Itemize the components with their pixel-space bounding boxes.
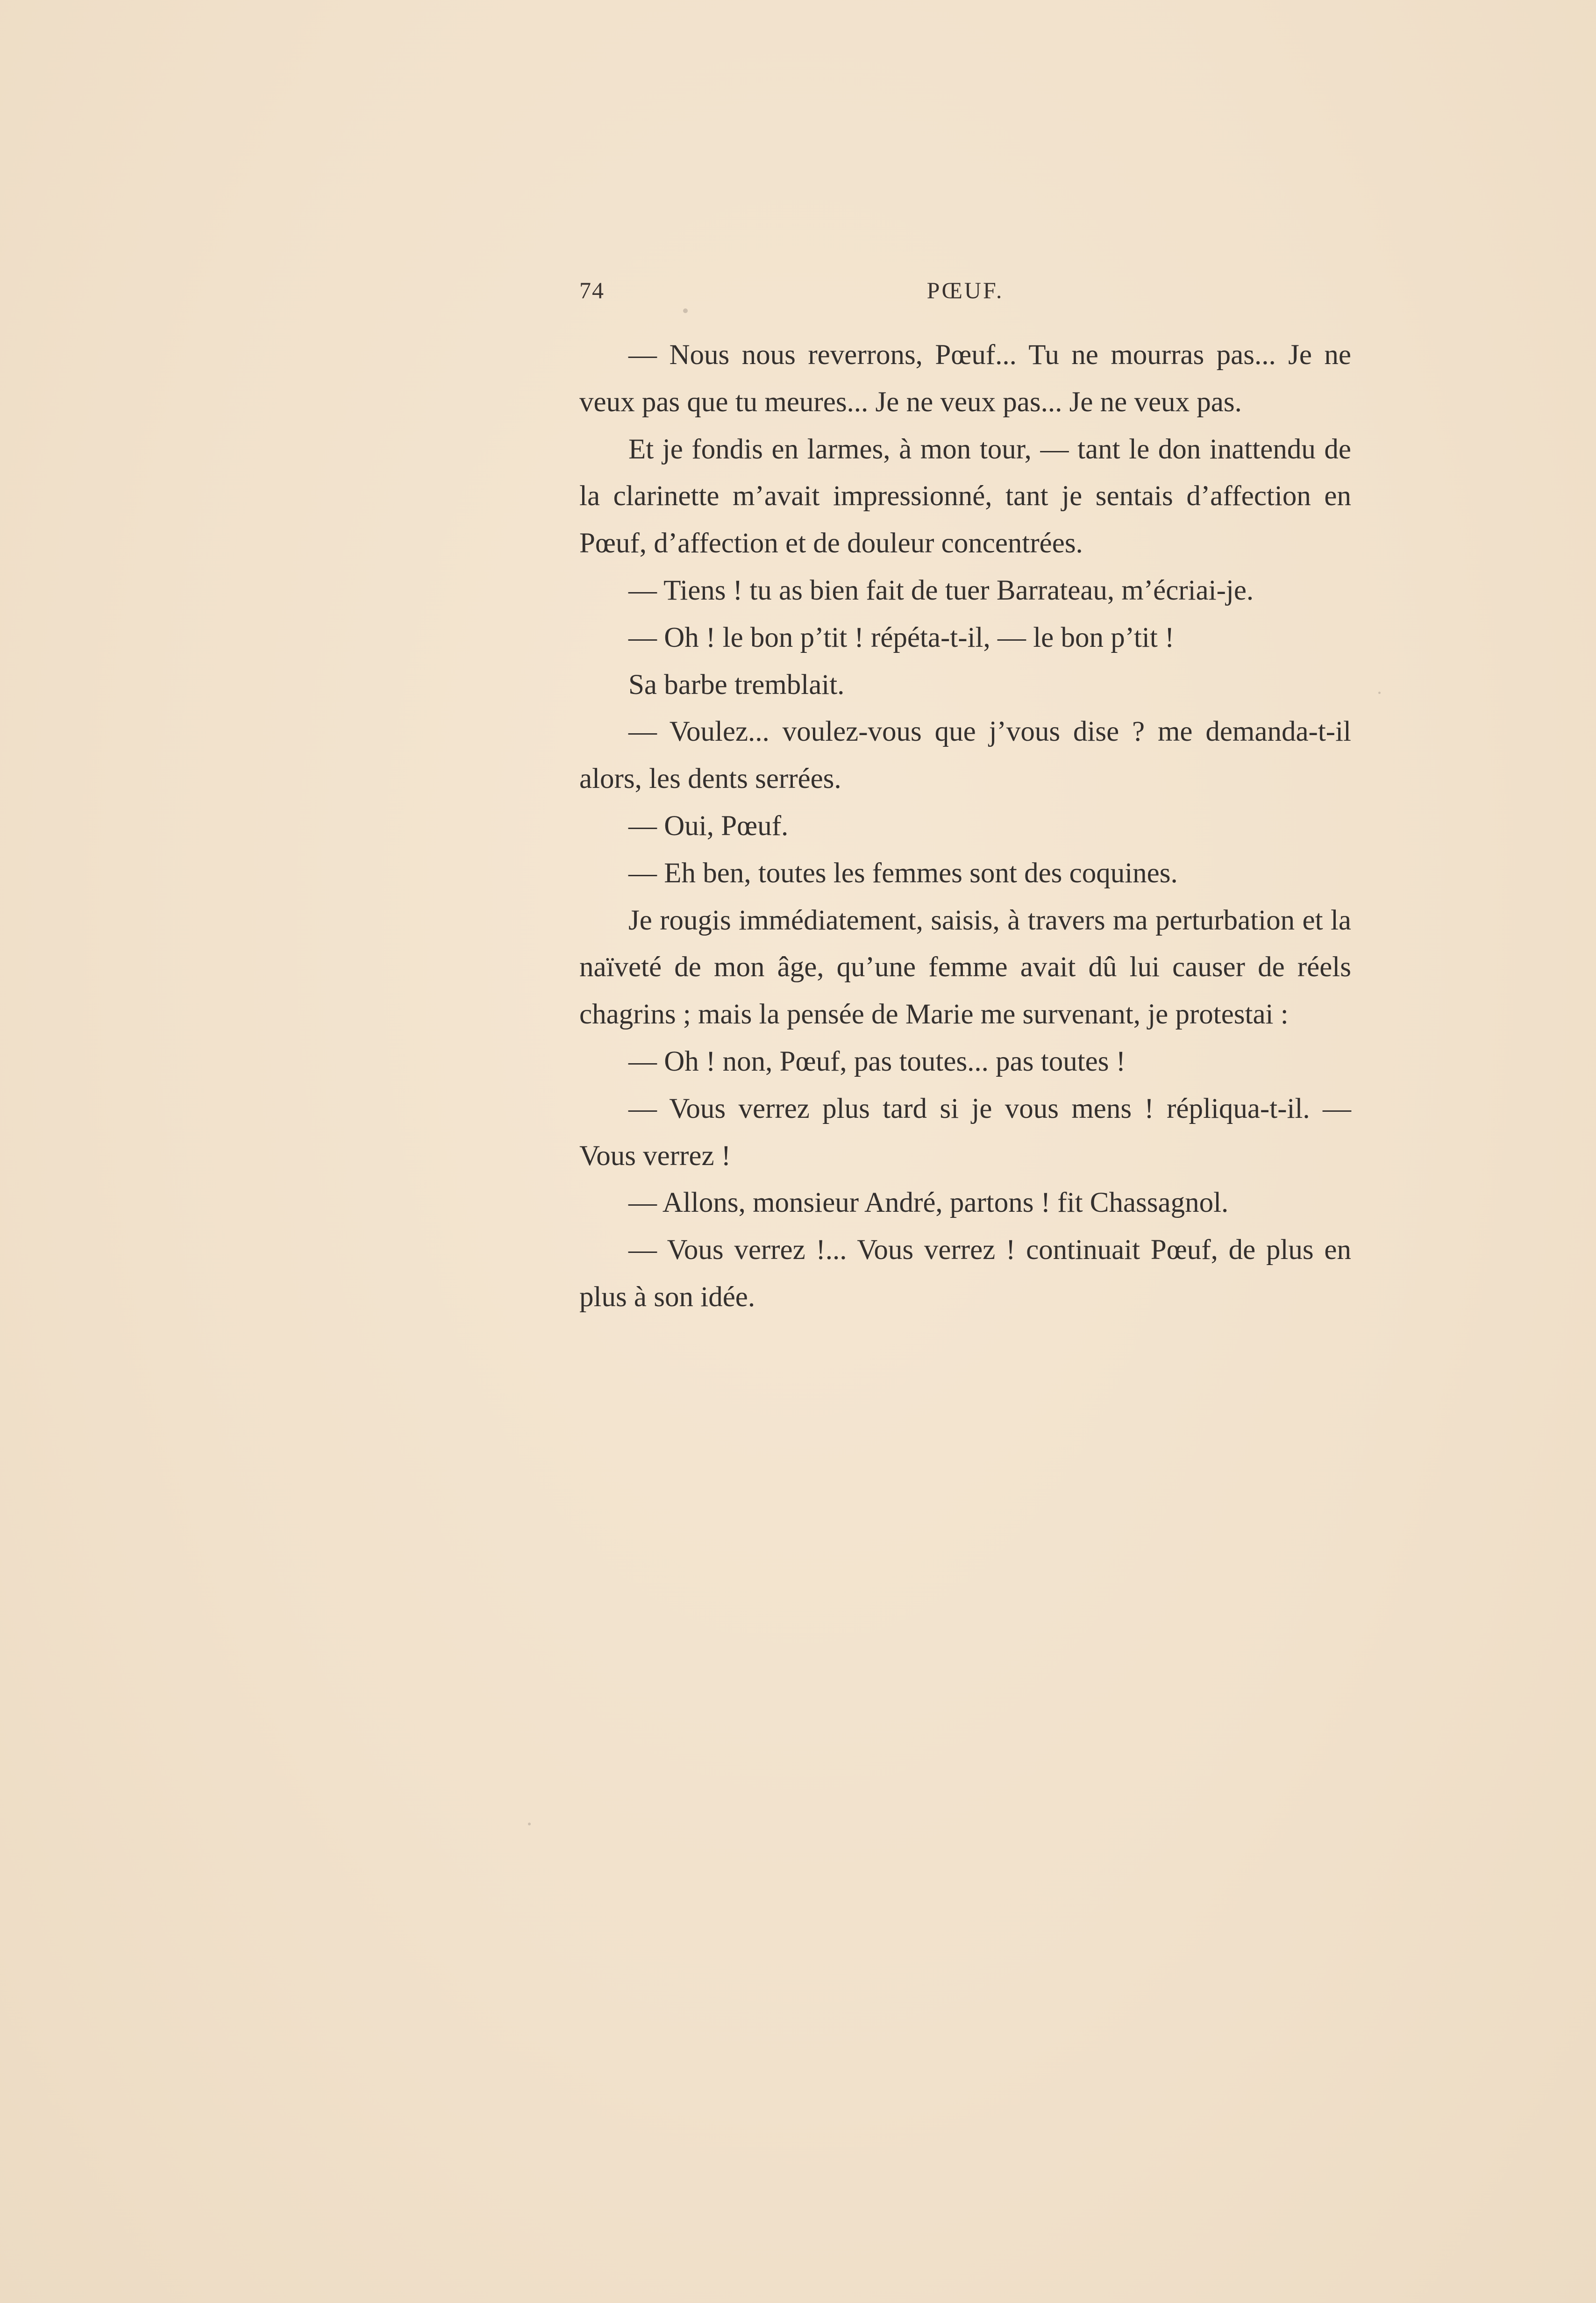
paragraph: — Oui, Pœuf. <box>628 810 789 842</box>
paper-speck <box>1378 692 1381 694</box>
paragraph: Sa barbe tremblait. <box>628 669 845 701</box>
paragraph: — Tiens ! tu as bien fait de tuer Barrateau, m’écriai-je. <box>628 574 1254 606</box>
paragraph: — Eh ben, toutes les femmes sont des coquines. <box>628 857 1178 889</box>
page-header <box>579 277 1351 309</box>
paragraph: — Voulez... voulez-vous que j’vous dise ? me demanda-t-il alors, les dents serrées. <box>579 716 1351 795</box>
paragraph: — Vous verrez !... Vous verrez ! continuait Pœuf, de plus en plus à son idée. <box>579 1234 1351 1313</box>
paragraph: — Allons, monsieur André, partons ! fit Chassagnol. <box>628 1187 1229 1219</box>
running-title: PŒUF. <box>926 277 1004 303</box>
paragraph: — Oh ! non, Pœuf, pas toutes... pas toutes ! <box>628 1045 1126 1077</box>
page-number: 74 <box>579 277 605 303</box>
paper-speck <box>528 1823 531 1825</box>
paragraph: Et je fondis en larmes, à mon tour, — tant le don inattendu de la clarinette m’avait impressionné, tant je sentais d’affection en Pœuf, d’affection et de douleur concentrées. <box>579 433 1351 559</box>
paragraph: — Oh ! le bon p’tit ! répéta-t-il, — le bon p’tit ! <box>628 622 1175 653</box>
paragraph: — Vous verrez plus tard si je vous mens ! répliqua-t-il. — Vous verrez ! <box>579 1093 1351 1172</box>
paragraph: Je rougis immédiatement, saisis, à travers ma perturbation et la naïveté de mon âge, qu’une femme avait dû lui causer de réels chagrins ; mais la pensée de Marie me survenant, je protestai : <box>579 904 1351 1030</box>
paragraph: — Nous nous reverrons, Pœuf... Tu ne mourras pas... Je ne veux pas que tu meures... Je ne veux pas... Je ne veux pas. <box>579 339 1351 418</box>
paper-speck <box>683 308 688 313</box>
body-text <box>579 332 1351 1321</box>
